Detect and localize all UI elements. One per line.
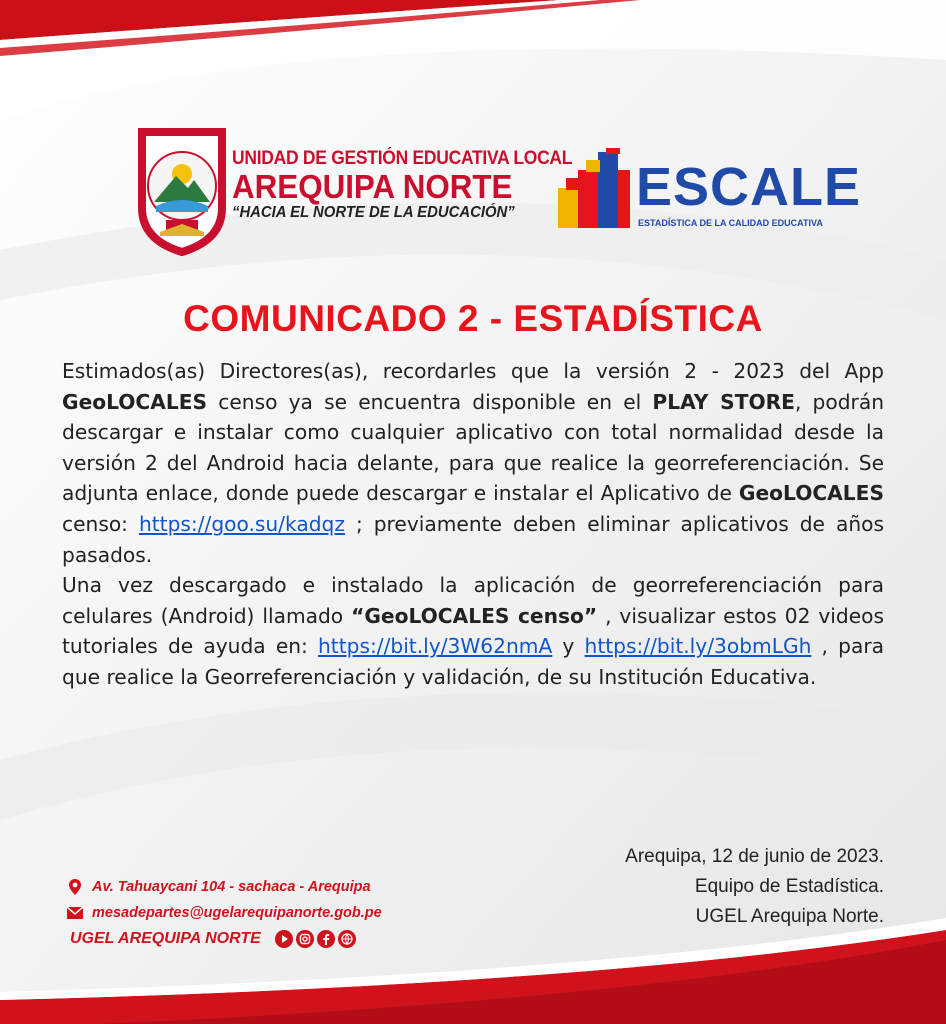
announcement-body: [62, 356, 884, 693]
escale-subtitle: ESTADÍSTICA DE LA CALIDAD EDUCATIVA: [638, 218, 823, 228]
signature-team: Equipo de Estadística.: [694, 876, 884, 897]
contact-info: [66, 874, 382, 952]
ugel-name-line: UNIDAD DE GESTIÓN EDUCATIVA LOCAL: [232, 148, 573, 169]
social-icons: [275, 930, 356, 948]
paragraph-1: Estimados(as) Directores(as), recordarles que la versión 2 - 2023 del App GeoLOCALES censo ya se encuentra disponible en el PLAY STORE, podrán descargar e instalar como cualquier aplicativo con total normalidad desde la versión 2 del Android hacia delante, para que realice la georreferenciación. Se adjunta enlace, donde puede descargar e instalar el Aplicativo de GeoLOCALES censo: https://goo.su/kadqz ; previamente deben eliminar aplicativos de años pasados.: [62, 359, 885, 567]
escale-name: ESCALE: [636, 157, 862, 217]
signature-org: UGEL Arequipa Norte.: [695, 906, 884, 927]
instagram-icon[interactable]: [296, 930, 314, 948]
ugel-region-line: AREQUIPA NORTE: [232, 168, 513, 205]
signature-dot: .: [880, 932, 884, 946]
address-text: Av. Tahuaycani 104 - sachaca - Arequipa: [92, 879, 371, 895]
page-title: COMUNICADO 2 - ESTADÍSTICA: [183, 298, 763, 339]
signature-block: [625, 842, 884, 946]
video-link-1[interactable]: https://bit.ly/3W62nmA: [318, 634, 553, 659]
escale-logo: [558, 146, 862, 238]
ugel-slogan: “HACIA EL NORTE DE LA EDUCACIÓN”: [232, 204, 515, 221]
ugel-seal-icon: [136, 128, 228, 256]
youtube-icon[interactable]: [275, 930, 293, 948]
brand-text: UGEL AREQUIPA NORTE: [70, 930, 261, 947]
mail-icon: [66, 907, 84, 919]
brand-row: [66, 926, 382, 952]
email-text[interactable]: mesadepartes@ugelarequipanorte.gob.pe: [92, 905, 382, 921]
video-link-2[interactable]: https://bit.ly/3obmLGh: [584, 634, 812, 659]
signature-date: Arequipa, 12 de junio de 2023.: [625, 846, 884, 867]
download-link[interactable]: https://goo.su/kadqz: [138, 511, 345, 536]
web-icon[interactable]: [338, 930, 356, 948]
facebook-icon[interactable]: [317, 930, 335, 948]
address-row: [66, 874, 382, 900]
ugel-logo: [136, 128, 573, 258]
email-row: [66, 900, 382, 926]
paragraph-2: Una vez descargado e instalado la aplicación de georreferenciación para celulares (Android) llamado “GeoLOCALES censo” , visualizar estos 02 videos tutoriales de ayuda en: https://bit.ly/3W62nmA y https://bit.ly/3obmLGh , para que realice la Georreferenciación y validación, de su Institución Educativa.: [62, 573, 884, 689]
map-pin-icon: [66, 879, 84, 895]
escale-steps-icon: [558, 148, 636, 228]
